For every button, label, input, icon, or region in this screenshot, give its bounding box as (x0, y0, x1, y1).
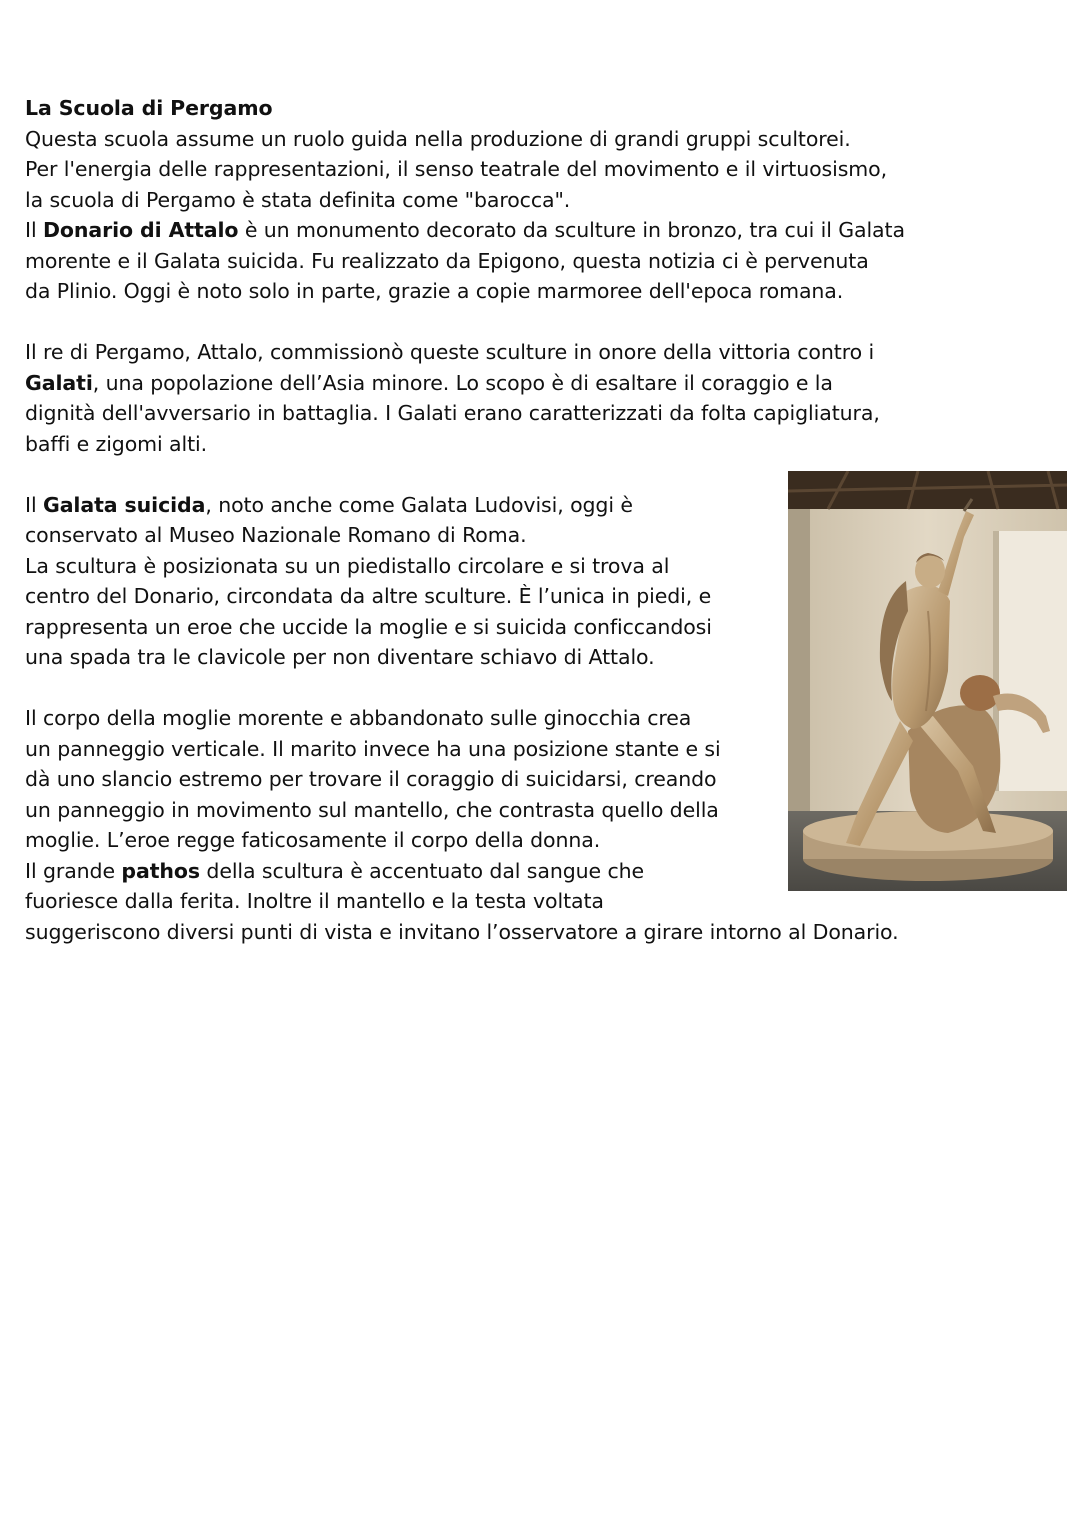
text-line: Il Galata suicida, noto anche come Galata Ludovisi, oggi è (25, 492, 633, 517)
text-line: fuoriesce dalla ferita. Inoltre il mantello e la testa voltata (25, 889, 604, 913)
text-line: dignità dell'avversario in battaglia. I Galati erano caratterizzati da folta capigliatura, (25, 401, 880, 425)
bold-term: Galati (25, 370, 93, 395)
text-line: suggeriscono diversi punti di vista e invitano l’osservatore a girare intorno al Donario. (25, 919, 899, 944)
text-line: una spada tra le clavicole per non diventare schiavo di Attalo. (25, 645, 655, 669)
text-line: da Plinio. Oggi è noto solo in parte, grazie a copie marmoree dell'epoca romana. (25, 279, 844, 303)
text-line: Il Donario di Attalo è un monumento decorato da sculture in bronzo, tra cui il Galata (25, 218, 905, 242)
text-line: la scuola di Pergamo è stata definita come "barocca". (25, 187, 571, 212)
text-line: baffi e zigomi alti. (25, 431, 208, 456)
text-line: conservato al Museo Nazionale Romano di Roma. (25, 523, 527, 547)
text-line: Per l'energia delle rappresentazioni, il senso teatrale del movimento e il virtuosismo, (25, 157, 888, 181)
text-line: dà uno slancio estremo per trovare il coraggio di suicidarsi, creando (25, 767, 717, 791)
bold-term: Donario di Attalo (42, 218, 239, 242)
text-line: rappresenta un eroe che uccide la moglie e si suicida conficcandosi (25, 614, 712, 639)
text-line: Il corpo della moglie morente e abbandonato sulle ginocchia crea (25, 706, 692, 730)
galata-suicida-photo (788, 471, 1067, 891)
bold-term: pathos (121, 858, 200, 883)
text-line: Questa scuola assume un ruolo guida nella produzione di grandi gruppi scultorei. (25, 126, 851, 151)
text-line: moglie. L’eroe regge faticosamente il corpo della donna. (25, 828, 601, 852)
text-line: centro del Donario, circondata da altre sculture. È l’unica in piedi, e (25, 584, 712, 608)
text-line: La scultura è posizionata su un piedistallo circolare e si trova al (25, 553, 670, 578)
bold-term: Galata suicida (42, 492, 206, 517)
text-line: morente e il Galata suicida. Fu realizzato da Epigono, questa notizia ci è pervenuta (25, 248, 869, 273)
section-title: La Scuola di Pergamo (25, 96, 273, 120)
paragraph-gap (25, 307, 1025, 338)
text-line: un panneggio in movimento sul mantello, che contrasta quello della (25, 797, 719, 822)
text-line: un panneggio verticale. Il marito invece ha una posizione stante e si (25, 736, 721, 761)
text-line: Galati, una popolazione dell’Asia minore. Lo scopo è di esaltare il coraggio e la (25, 370, 833, 395)
text-line: Il re di Pergamo, Attalo, commissionò queste sculture in onore della vittoria contro i (25, 340, 875, 364)
text-line: Il grande pathos della scultura è accentuato dal sangue che (25, 858, 645, 883)
